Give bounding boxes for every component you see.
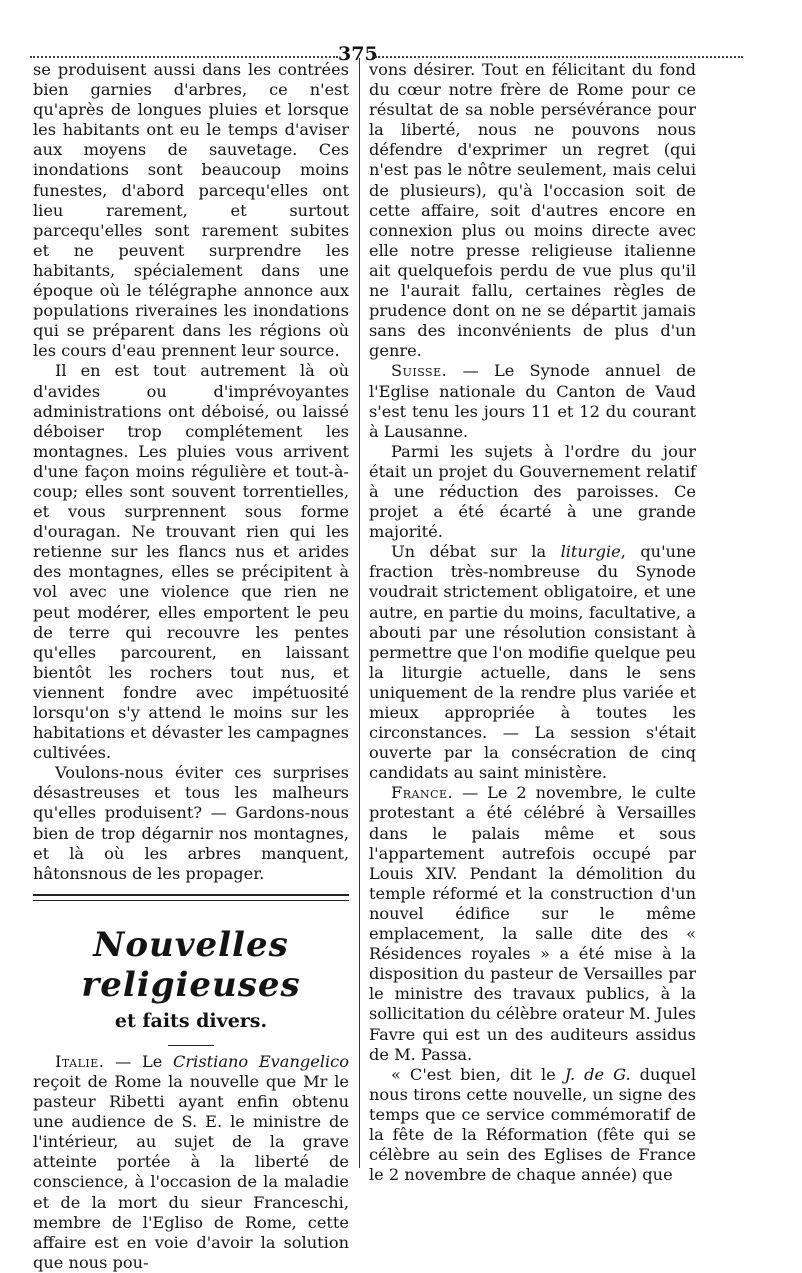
page-number: 375 [338,43,378,65]
italie-text: reçoit de Rome la nouvelle que Mr le pasteur Ribetti ayant enfin obtenu une audience de S. E. le ministre de l'intérieur, au sujet de la grave atteinte portée à la liberté de conscience, à l'occasion de la maladie et de la mort du sieur Franceschi, membre de l'Egliso de Rome, cette affaire est en voie d'avoir la solution que nous pou- [33,1071,349,1272]
header-dotted-rule-right [375,56,743,58]
subtitle-rule [168,1045,214,1046]
paragraph-ordre-du-jour: Parmi les sujets à l'ordre du jour était un projet du Gouvernement relatif à une réduction des paroisses. Ce projet a été écarté à une grande majorité. [369,441,696,542]
paragraph-liturgie [369,542,696,783]
section-separator [33,894,349,901]
journal-de-geneve-abbrev: J. de G. [564,1064,631,1084]
suisse-label: Suisse. [391,361,448,381]
paragraph-signe-des-temps [369,1065,696,1186]
signe-text-after: duquel nous tirons cette nouvelle, un signe des temps que ce service commémoratif de la fête de la Réformation (fête qui se célèbre au sein des Eglises de France le 2 novembre de chaque année) que [369,1064,696,1185]
paragraph-rome-suite: vons désirer. Tout en félicitant du fond du cœur notre frère de Rome pour ce résultat de sa noble persévérance pour la liberté, nous ne pouvons nous défendre d'exprimer un regret (qui n'est pas le nôtre seulement, mais celui de plusieurs), qu'à l'occasion soit de cette affaire, soit d'autres encore en connexion plus ou moins directe avec elle notre presse religieuse italienne ait quelquefois perdu de vue plus qu'il ne l'aurait fallu, certaines règles de prudence dont on ne se départit jamais sans des inconvénients de plus d'un genre. [369,60,696,361]
header-dotted-rule-left [30,56,338,58]
italie-journal-name: Cristiano Evangelico [173,1051,349,1071]
column-divider [359,58,360,1168]
paragraph-italie [33,1052,349,1273]
paragraph-suisse [369,361,696,441]
left-column [33,60,349,1273]
italie-label: Italie. [55,1051,105,1071]
paragraph-inondations-contrees: se produisent aussi dans les contrées bien garnies d'arbres, ce n'est qu'après de longues pluies et lorsque les habitants ont eu le temps d'aviser aux moyens de sauvetage. Ces inondations sont beaucoup moins funestes, d'abord parcequ'elles ont lieu rarement, et surtout parcequ'elles sont rarement subites et ne peuvent surprendre les habitants, spécialement dans une époque où le télégraphe annonce aux populations riveraines les inondations qui se préparent dans les régions où les cours d'eau prennent leur source. [33,60,349,361]
paragraph-gardons-nous: Voulons-nous éviter ces surprises désastreuses et tous les malheurs qu'elles produisent? — Gardons-nous bien de trop dégarnir nos montagnes, et là où les arbres manquent, hâtonsnous de les propager. [33,763,349,883]
section-subtitle: et faits divers. [114,1009,268,1032]
right-column [369,60,696,1185]
france-text: — Le 2 novembre, le culte protestant a été célébré à Versailles dans le palais même et sous l'appartement autrefois occupé par Louis XIV. Pendant la démolition du temple réformé et la construction d'un nouvel édifice sur le même emplacement, la salle dite des « Résidences royales » a été mise à la disposition du pasteur de Versailles par le ministre des travaux publics, à la sollicitation du célèbre orateur M. Jules Favre qui est un des auditeurs assidus de M. Passa. [369,783,696,1064]
paragraph-deboisement: Il en est tout autrement là où d'avides ou d'imprévoyantes administrations ont déboisé, ou laissé déboiser trop complétement les montagnes. Les pluies vous arrivent d'une façon moins régulière et tout-à-coup; elles sont souvent torrentielles, et vous surprennent sous forme d'ouragan. Ne trouvant rien qui les retienne sur les flancs nus et arides des montagnes, elles se précipitent à vol avec une violence que rien ne peut modérer, elles emportent le peu de terre qui recouvre les pentes qu'elles parcourent, en laissant bientôt les rochers tout nus, et viennent fondre avec impétuosité lorsqu'on s'y attend le moins sur les habitations et dévaster les campagnes cultivées. [33,361,349,763]
liturgie-italic: liturgie [560,542,621,562]
france-label: France. [391,783,454,803]
suisse-text: — Le Synode annuel de l'Eglise nationale du Canton de Vaud s'est tenu les jours 11 et 12 du courant à Lausanne. [369,361,696,441]
italie-dash: — Le [104,1051,174,1071]
signe-text-before: « C'est bien, dit le [391,1064,565,1084]
liturgie-text-before: Un débat sur la [391,542,561,562]
paragraph-france [369,783,696,1064]
section-title: Nouvelles religieuses [81,924,301,1005]
liturgie-text-after: , qu'une fraction très-nombreuse du Synode voudrait strictement obligatoire, et une autre, en partie du moins, facultative, a abouti par une résolution consistant à permettre que l'on modifie quelque peu la liturgie actuelle, dans le sens uniquement de la rendre plus variée et mieux appropriée à toutes les circonstances. — La session s'était ouverte par la consécration de cinq candidats au saint ministère. [369,542,696,783]
